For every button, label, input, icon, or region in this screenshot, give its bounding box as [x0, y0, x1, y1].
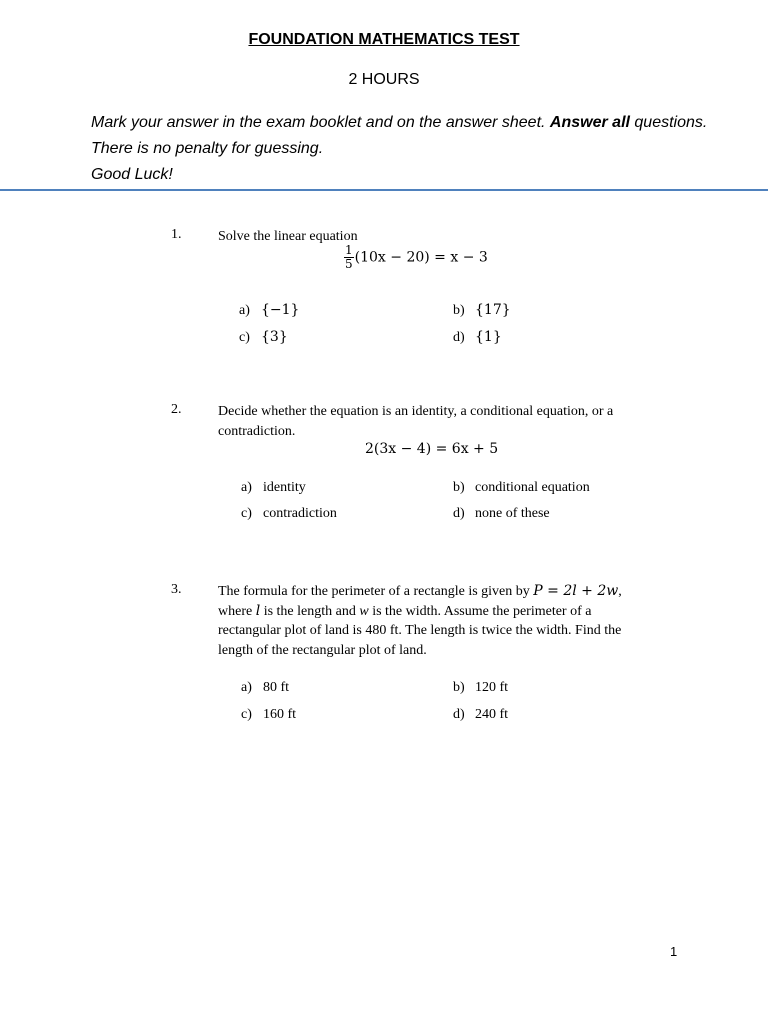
question-1-option-c[interactable]	[239, 329, 288, 346]
question-3-text-comma: ,	[618, 584, 622, 599]
question-1-equation	[344, 244, 488, 271]
option-value: 240 ft	[475, 707, 509, 722]
option-label: b)	[453, 303, 465, 318]
option-value: 160 ft	[263, 707, 297, 722]
question-2-text: Decide whether the equation is an identity, a conditional equation, or a contradiction.	[218, 404, 614, 439]
question-3-text-rest: rectangular plot of land is 480 ft. The length is twice the width. Find the length of the rectangular plot of land.	[218, 623, 622, 658]
question-3-option-b[interactable]	[453, 680, 508, 696]
question-3-option-c[interactable]	[241, 707, 296, 723]
question-1-number: 1.	[171, 227, 182, 242]
question-1-text: Solve the linear equation	[218, 229, 358, 244]
test-duration: 2 HOURS	[348, 71, 420, 88]
question-3-option-a[interactable]	[241, 680, 289, 696]
question-1-fraction	[344, 244, 354, 271]
instructions-text: Mark your answer in the exam booklet and on the answer sheet.	[91, 114, 550, 131]
option-label: c)	[241, 506, 252, 521]
question-1-option-b[interactable]	[453, 302, 511, 319]
option-label: a)	[241, 480, 252, 495]
question-3-text	[218, 582, 648, 660]
question-3-text-line2c: is the width. Assume the perimeter of a	[368, 603, 592, 619]
question-3-text-line1: The formula for the perimeter of a rectangle is given by	[218, 584, 534, 599]
option-label: d)	[453, 707, 465, 722]
question-2-option-d[interactable]	[453, 506, 550, 522]
option-label: d)	[453, 506, 465, 521]
option-value: {1}	[475, 329, 502, 345]
option-value: {3}	[261, 329, 288, 345]
option-value: {−1}	[261, 302, 300, 318]
question-2-equation: 2(3x − 4) = 6x + 5	[365, 441, 499, 457]
question-2-option-b[interactable]	[453, 480, 590, 496]
option-value: none of these	[475, 506, 550, 521]
question-3-text-line2b: is the length and	[260, 603, 360, 619]
instructions	[91, 110, 711, 188]
perimeter-formula: P = 2l + 2w	[533, 583, 619, 599]
option-value: 120 ft	[475, 680, 509, 695]
page-number: 1	[670, 944, 678, 959]
good-luck-text: Good Luck!	[91, 166, 173, 183]
question-3-number: 3.	[171, 582, 182, 597]
instructions-text-continued: questions. There is no penalty for guessing.	[91, 114, 708, 157]
option-value: 80 ft	[263, 680, 290, 695]
question-2-number: 2.	[171, 402, 182, 417]
fraction-numerator: 1	[345, 243, 353, 257]
option-label: b)	[453, 680, 465, 695]
option-label: c)	[241, 707, 252, 722]
length-variable: l	[255, 602, 261, 619]
fraction-denominator: 5	[345, 257, 353, 271]
option-value: conditional equation	[475, 480, 590, 495]
option-label: d)	[453, 330, 465, 345]
question-1-equation-rest: (10x − 20) = x − 3	[354, 249, 488, 266]
option-label: a)	[239, 303, 250, 318]
option-value: contradiction	[263, 506, 337, 521]
question-3-text-line2: where	[218, 603, 256, 619]
option-value: identity	[263, 480, 306, 495]
page-title: FOUNDATION MATHEMATICS TEST	[248, 31, 520, 48]
header-divider	[0, 189, 768, 191]
question-2-option-a[interactable]	[241, 480, 306, 496]
question-1-option-a[interactable]	[239, 302, 299, 319]
question-2-option-c[interactable]	[241, 506, 337, 522]
instructions-emphasis: Answer all	[549, 114, 630, 131]
question-1-option-d[interactable]	[453, 329, 502, 346]
question-3-option-d[interactable]	[453, 707, 508, 723]
option-value: {17}	[475, 302, 511, 318]
option-label: b)	[453, 480, 465, 495]
width-variable: w	[359, 603, 369, 619]
option-label: c)	[239, 330, 250, 345]
option-label: a)	[241, 680, 252, 695]
